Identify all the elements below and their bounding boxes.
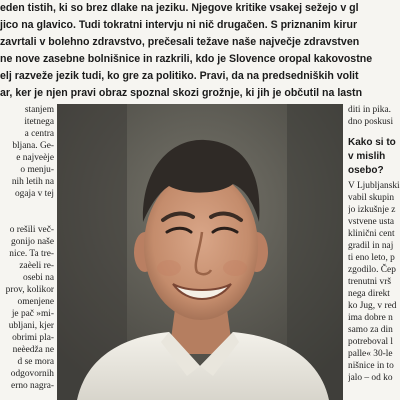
intro-line: eden tistih, ki so brez dlake na jeziku. Njegove kritike vsakej sežejo v gl bbox=[0, 2, 359, 14]
column-text-line: nišnice in to bbox=[348, 361, 394, 371]
column-text-line: klinični cent bbox=[348, 229, 395, 239]
column-text-line: potreboval l bbox=[348, 337, 394, 347]
portrait-photo bbox=[57, 104, 343, 400]
column-text-line: obrimi pla- bbox=[12, 333, 54, 343]
column-text-line: gonijo naše bbox=[11, 237, 54, 247]
column-text-line: vstvene usta bbox=[348, 217, 395, 227]
column-text-line: ko Jug, v red bbox=[348, 301, 397, 311]
column-text-line: bljana. Ge- bbox=[12, 141, 54, 151]
column-text-line: jo izkušnje z bbox=[348, 205, 396, 215]
column-text-line: gradil in naj bbox=[348, 241, 394, 251]
column-text-line: omenjene bbox=[17, 297, 54, 307]
column-text-line: nice. Ta tre- bbox=[9, 249, 54, 259]
column-text-line: osebi na bbox=[23, 273, 54, 283]
column-text-line: palle« 30-le bbox=[348, 349, 393, 359]
column-text-line: a centra bbox=[24, 129, 54, 139]
column-text-line: V Ljubljanski bbox=[348, 181, 400, 191]
column-text-line: itetnega bbox=[24, 117, 54, 127]
column-text-line: je pač »mi- bbox=[11, 309, 54, 319]
column-text-line: samo za din bbox=[348, 325, 393, 335]
column-text-line: trenutni vrš bbox=[348, 277, 391, 287]
column-text-line: zaèeli re- bbox=[19, 261, 54, 271]
interview-question-line: osebo? bbox=[348, 165, 384, 176]
intro-line: ne nove zasebne bolnišnice in razkrili, kdo je Slovence oropal kakovostne bbox=[0, 53, 373, 65]
intro-line: zavrtali v bolehno zdravstvo, prečesali težave naše največje zdravstven bbox=[0, 36, 360, 48]
column-text-line: d se mora bbox=[17, 357, 54, 367]
column-text-line: o rešili več- bbox=[9, 225, 54, 235]
right-text-column bbox=[348, 104, 400, 400]
intro-line: elj razveže jezik tudi, ko gre za politiko. Pravi, da na predsedniških volit bbox=[0, 70, 359, 82]
column-text-line: nega direkt bbox=[348, 289, 390, 299]
column-text-line: neèedža ne bbox=[12, 345, 54, 355]
column-text-line: ima dobre n bbox=[348, 313, 393, 323]
column-text-line: zgodilo. Čep bbox=[348, 265, 396, 275]
interview-question-line: v mislih bbox=[348, 151, 386, 162]
column-text-line: o menju- bbox=[20, 165, 54, 175]
column-text-line: erno nagra- bbox=[11, 381, 54, 391]
column-text-line: jalo – od ko bbox=[348, 373, 393, 383]
interview-question-line: Kako si to bbox=[348, 137, 396, 148]
intro-line: ar, ker je njen pravi obraz spoznal skozi grožnje, ki jih je občutil na lastn bbox=[0, 87, 363, 99]
column-text-line: nih letih na bbox=[11, 177, 54, 187]
column-text-line: e najveèje bbox=[16, 153, 54, 163]
column-text-line: ti eno leto, p bbox=[348, 253, 395, 263]
column-text-line: diti in pika. bbox=[348, 105, 391, 115]
left-text-column bbox=[0, 104, 54, 400]
column-text-line: vabil skupin bbox=[348, 193, 395, 203]
column-text-line: stanjem bbox=[24, 105, 54, 115]
column-text-line: odgovornih bbox=[10, 369, 54, 379]
intro-line: jico na glavico. Tudi tokratni intervju ni nič drugačen. S priznanim kirur bbox=[0, 19, 358, 31]
column-text-line: ubljani, kjer bbox=[8, 321, 54, 331]
column-text-line: dno poskusi bbox=[348, 117, 394, 127]
column-text-line: prov, kolikor bbox=[5, 285, 54, 295]
intro-paragraph bbox=[0, 0, 400, 102]
column-text-line: ogaja v tej bbox=[14, 189, 54, 199]
